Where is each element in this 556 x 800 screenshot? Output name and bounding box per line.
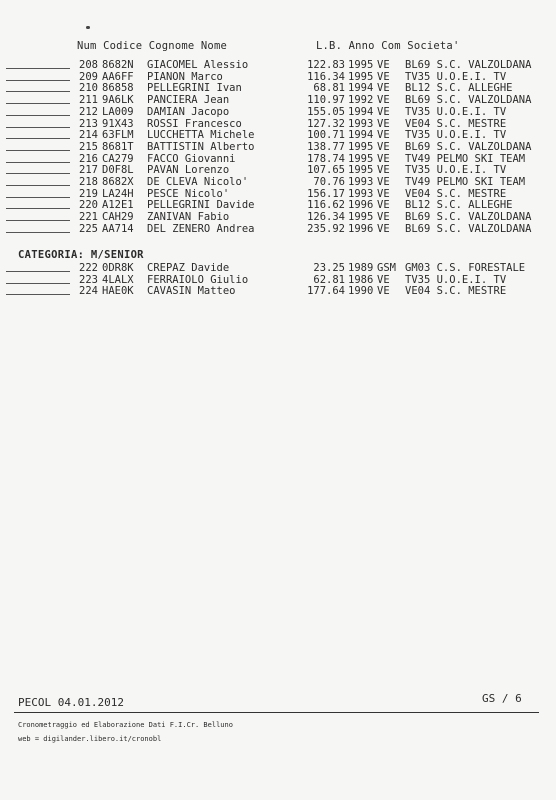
blank-line bbox=[6, 208, 70, 209]
athlete-code: D0F8L bbox=[102, 164, 134, 177]
committee: VE bbox=[377, 273, 390, 286]
committee: VE bbox=[377, 129, 390, 142]
table-row bbox=[0, 141, 556, 153]
event-date: PECOL 04.01.2012 bbox=[18, 696, 124, 709]
birth-year: 1993 bbox=[348, 176, 374, 188]
table-row bbox=[0, 176, 556, 188]
lb-value: 107.65 bbox=[307, 164, 345, 177]
blank-line bbox=[6, 232, 70, 233]
athlete-code: CAH29 bbox=[102, 211, 134, 224]
lb-value: 110.97 bbox=[307, 94, 345, 107]
committee: VE bbox=[377, 140, 390, 153]
blank-line bbox=[6, 271, 70, 272]
column-header-right: L.B. Anno Com Societa' bbox=[316, 40, 460, 52]
athlete-name: FERRAIOLO Giulio bbox=[147, 273, 249, 286]
athlete-name: PELLEGRINI Davide bbox=[147, 199, 255, 212]
committee: VE bbox=[377, 199, 390, 212]
athlete-name: BATTISTIN Alberto bbox=[147, 140, 255, 153]
lb-value: 127.32 bbox=[307, 117, 345, 130]
bib-number: 217 bbox=[79, 164, 98, 177]
table-row bbox=[0, 223, 556, 235]
birth-year: 1996 bbox=[348, 222, 374, 235]
lb-value: 138.77 bbox=[307, 140, 345, 153]
athlete-code: 4LALX bbox=[102, 273, 134, 286]
table-row bbox=[0, 199, 556, 211]
athlete-name: PAVAN Lorenzo bbox=[147, 164, 230, 177]
bib-number: 225 bbox=[79, 222, 98, 235]
bib-number: 214 bbox=[79, 129, 98, 142]
bib-number: 221 bbox=[79, 211, 98, 224]
column-header-left: Num Codice Cognome Nome bbox=[77, 40, 227, 52]
athlete-name: LUCCHETTA Michele bbox=[147, 129, 255, 142]
club: TV35 U.O.E.I. TV bbox=[405, 164, 507, 177]
table-row bbox=[0, 71, 556, 83]
page-number: GS / 6 bbox=[482, 692, 522, 705]
club: TV35 U.O.E.I. TV bbox=[405, 70, 507, 83]
committee: VE bbox=[377, 211, 390, 224]
bib-number: 215 bbox=[79, 140, 98, 153]
athlete-name: PIANON Marco bbox=[147, 70, 223, 83]
bib-number: 209 bbox=[79, 70, 98, 83]
committee: VE bbox=[377, 152, 390, 165]
bib-number: 219 bbox=[79, 187, 98, 200]
birth-year: 1993 bbox=[348, 117, 374, 130]
lb-value: 126.34 bbox=[307, 211, 345, 224]
athlete-code: HAE0K bbox=[102, 285, 134, 298]
club: GM03 C.S. FORESTALE bbox=[405, 262, 526, 274]
footer-divider bbox=[14, 712, 539, 713]
lb-value: 235.92 bbox=[307, 222, 345, 235]
committee: VE bbox=[377, 285, 390, 298]
committee: VE bbox=[377, 176, 390, 188]
committee: GSM bbox=[377, 262, 396, 274]
blank-line bbox=[6, 173, 70, 174]
birth-year: 1995 bbox=[348, 164, 374, 177]
club: TV35 U.O.E.I. TV bbox=[405, 129, 507, 142]
birth-year: 1995 bbox=[348, 211, 374, 224]
lb-value: 156.17 bbox=[307, 187, 345, 200]
lb-value: 178.74 bbox=[307, 152, 345, 165]
blank-line bbox=[6, 80, 70, 81]
athlete-code: 63FLM bbox=[102, 129, 134, 142]
table-row bbox=[0, 82, 556, 94]
blank-line bbox=[6, 294, 70, 295]
birth-year: 1994 bbox=[348, 105, 374, 118]
birth-year: 1994 bbox=[348, 129, 374, 142]
club: TV49 PELMO SKI TEAM bbox=[405, 176, 526, 188]
table-row bbox=[0, 153, 556, 165]
bib-number: 218 bbox=[79, 176, 98, 188]
committee: VE bbox=[377, 94, 390, 107]
blank-line bbox=[6, 220, 70, 221]
lb-value: 62.81 bbox=[313, 273, 345, 286]
lb-value: 116.62 bbox=[307, 199, 345, 212]
committee: VE bbox=[377, 117, 390, 130]
committee: VE bbox=[377, 59, 390, 71]
athlete-code: 8682X bbox=[102, 176, 134, 188]
lb-value: 177.64 bbox=[307, 285, 345, 298]
club: BL69 S.C. VALZOLDANA bbox=[405, 140, 532, 153]
blank-line bbox=[6, 127, 70, 128]
birth-year: 1996 bbox=[348, 199, 374, 212]
bib-number: 216 bbox=[79, 152, 98, 165]
birth-year: 1994 bbox=[348, 82, 374, 95]
committee: VE bbox=[377, 164, 390, 177]
birth-year: 1995 bbox=[348, 152, 374, 165]
birth-year: 1995 bbox=[348, 70, 374, 83]
bib-number: 224 bbox=[79, 285, 98, 298]
table-row bbox=[0, 164, 556, 176]
credit-website: web = digilander.libero.it/cronobl bbox=[18, 735, 162, 743]
club: BL69 S.C. VALZOLDANA bbox=[405, 222, 532, 235]
bib-number: 223 bbox=[79, 273, 98, 286]
birth-year: 1995 bbox=[348, 59, 374, 71]
club: BL12 S.C. ALLEGHE bbox=[405, 199, 513, 212]
athlete-code: LA24H bbox=[102, 187, 134, 200]
scan-speck bbox=[86, 26, 90, 29]
athlete-name: PANCIERA Jean bbox=[147, 94, 230, 107]
table-row bbox=[0, 188, 556, 200]
committee: VE bbox=[377, 82, 390, 95]
athlete-name: PELLEGRINI Ivan bbox=[147, 82, 242, 95]
athlete-name: ZANIVAN Fabio bbox=[147, 211, 230, 224]
blank-line bbox=[6, 283, 70, 284]
blank-line bbox=[6, 103, 70, 104]
table-row bbox=[0, 211, 556, 223]
athlete-code: AA714 bbox=[102, 222, 134, 235]
athlete-name: GIACOMEL Alessio bbox=[147, 59, 249, 71]
club: BL69 S.C. VALZOLDANA bbox=[405, 94, 532, 107]
club: BL69 S.C. VALZOLDANA bbox=[405, 59, 532, 71]
birth-year: 1993 bbox=[348, 187, 374, 200]
lb-value: 23.25 bbox=[313, 262, 345, 274]
athlete-code: 8682N bbox=[102, 59, 134, 71]
committee: VE bbox=[377, 222, 390, 235]
committee: VE bbox=[377, 187, 390, 200]
athlete-name: DAMIAN Jacopo bbox=[147, 105, 230, 118]
bib-number: 213 bbox=[79, 117, 98, 130]
committee: VE bbox=[377, 105, 390, 118]
blank-line bbox=[6, 91, 70, 92]
athlete-code: 8681T bbox=[102, 140, 134, 153]
blank-line bbox=[6, 68, 70, 69]
blank-line bbox=[6, 197, 70, 198]
bib-number: 211 bbox=[79, 94, 98, 107]
bib-number: 210 bbox=[79, 82, 98, 95]
blank-line bbox=[6, 115, 70, 116]
club: BL12 S.C. ALLEGHE bbox=[405, 82, 513, 95]
athlete-code: 91X43 bbox=[102, 117, 134, 130]
athlete-code: AA6FF bbox=[102, 70, 134, 83]
lb-value: 70.76 bbox=[313, 176, 345, 188]
bib-number: 220 bbox=[79, 199, 98, 212]
club: VE04 S.C. MESTRE bbox=[405, 187, 507, 200]
birth-year: 1992 bbox=[348, 94, 374, 107]
birth-year: 1995 bbox=[348, 140, 374, 153]
athlete-name: PESCE Nicolo' bbox=[147, 187, 230, 200]
blank-line bbox=[6, 150, 70, 151]
blank-line bbox=[6, 162, 70, 163]
birth-year: 1989 bbox=[348, 262, 374, 274]
club: TV35 U.O.E.I. TV bbox=[405, 105, 507, 118]
athlete-code: 86858 bbox=[102, 82, 134, 95]
blank-line bbox=[6, 138, 70, 139]
credit-line: Cronometraggio ed Elaborazione Dati F.I.Cr. Belluno bbox=[18, 721, 233, 729]
club: VE04 S.C. MESTRE bbox=[405, 285, 507, 298]
athlete-name: ROSSI Francesco bbox=[147, 117, 242, 130]
blank-line bbox=[6, 185, 70, 186]
athlete-name: DEL ZENERO Andrea bbox=[147, 222, 255, 235]
athlete-code: CA279 bbox=[102, 152, 134, 165]
table-row bbox=[0, 285, 556, 297]
lb-value: 68.81 bbox=[313, 82, 345, 95]
club: TV35 U.O.E.I. TV bbox=[405, 273, 507, 286]
table-row bbox=[0, 262, 556, 274]
lb-value: 155.05 bbox=[307, 105, 345, 118]
bib-number: 222 bbox=[79, 262, 98, 274]
club: BL69 S.C. VALZOLDANA bbox=[405, 211, 532, 224]
table-row bbox=[0, 59, 556, 71]
table-row bbox=[0, 129, 556, 141]
birth-year: 1986 bbox=[348, 273, 374, 286]
athlete-name: FACCO Giovanni bbox=[147, 152, 236, 165]
table-row bbox=[0, 274, 556, 286]
athlete-name: CREPAZ Davide bbox=[147, 262, 230, 274]
athlete-code: LA009 bbox=[102, 105, 134, 118]
athlete-code: 0DR8K bbox=[102, 262, 134, 274]
lb-value: 122.83 bbox=[307, 59, 345, 71]
table-row bbox=[0, 118, 556, 130]
bib-number: 212 bbox=[79, 105, 98, 118]
club: VE04 S.C. MESTRE bbox=[405, 117, 507, 130]
athlete-name: DE CLEVA Nicolo' bbox=[147, 176, 249, 188]
birth-year: 1990 bbox=[348, 285, 374, 298]
category-heading: CATEGORIA: M/SENIOR bbox=[18, 249, 144, 261]
athlete-code: 9A6LK bbox=[102, 94, 134, 107]
committee: VE bbox=[377, 70, 390, 83]
bib-number: 208 bbox=[79, 59, 98, 71]
club: TV49 PELMO SKI TEAM bbox=[405, 152, 526, 165]
lb-value: 100.71 bbox=[307, 129, 345, 142]
table-row bbox=[0, 106, 556, 118]
athlete-code: A12E1 bbox=[102, 199, 134, 212]
athlete-name: CAVASIN Matteo bbox=[147, 285, 236, 298]
lb-value: 116.34 bbox=[307, 70, 345, 83]
table-row bbox=[0, 94, 556, 106]
